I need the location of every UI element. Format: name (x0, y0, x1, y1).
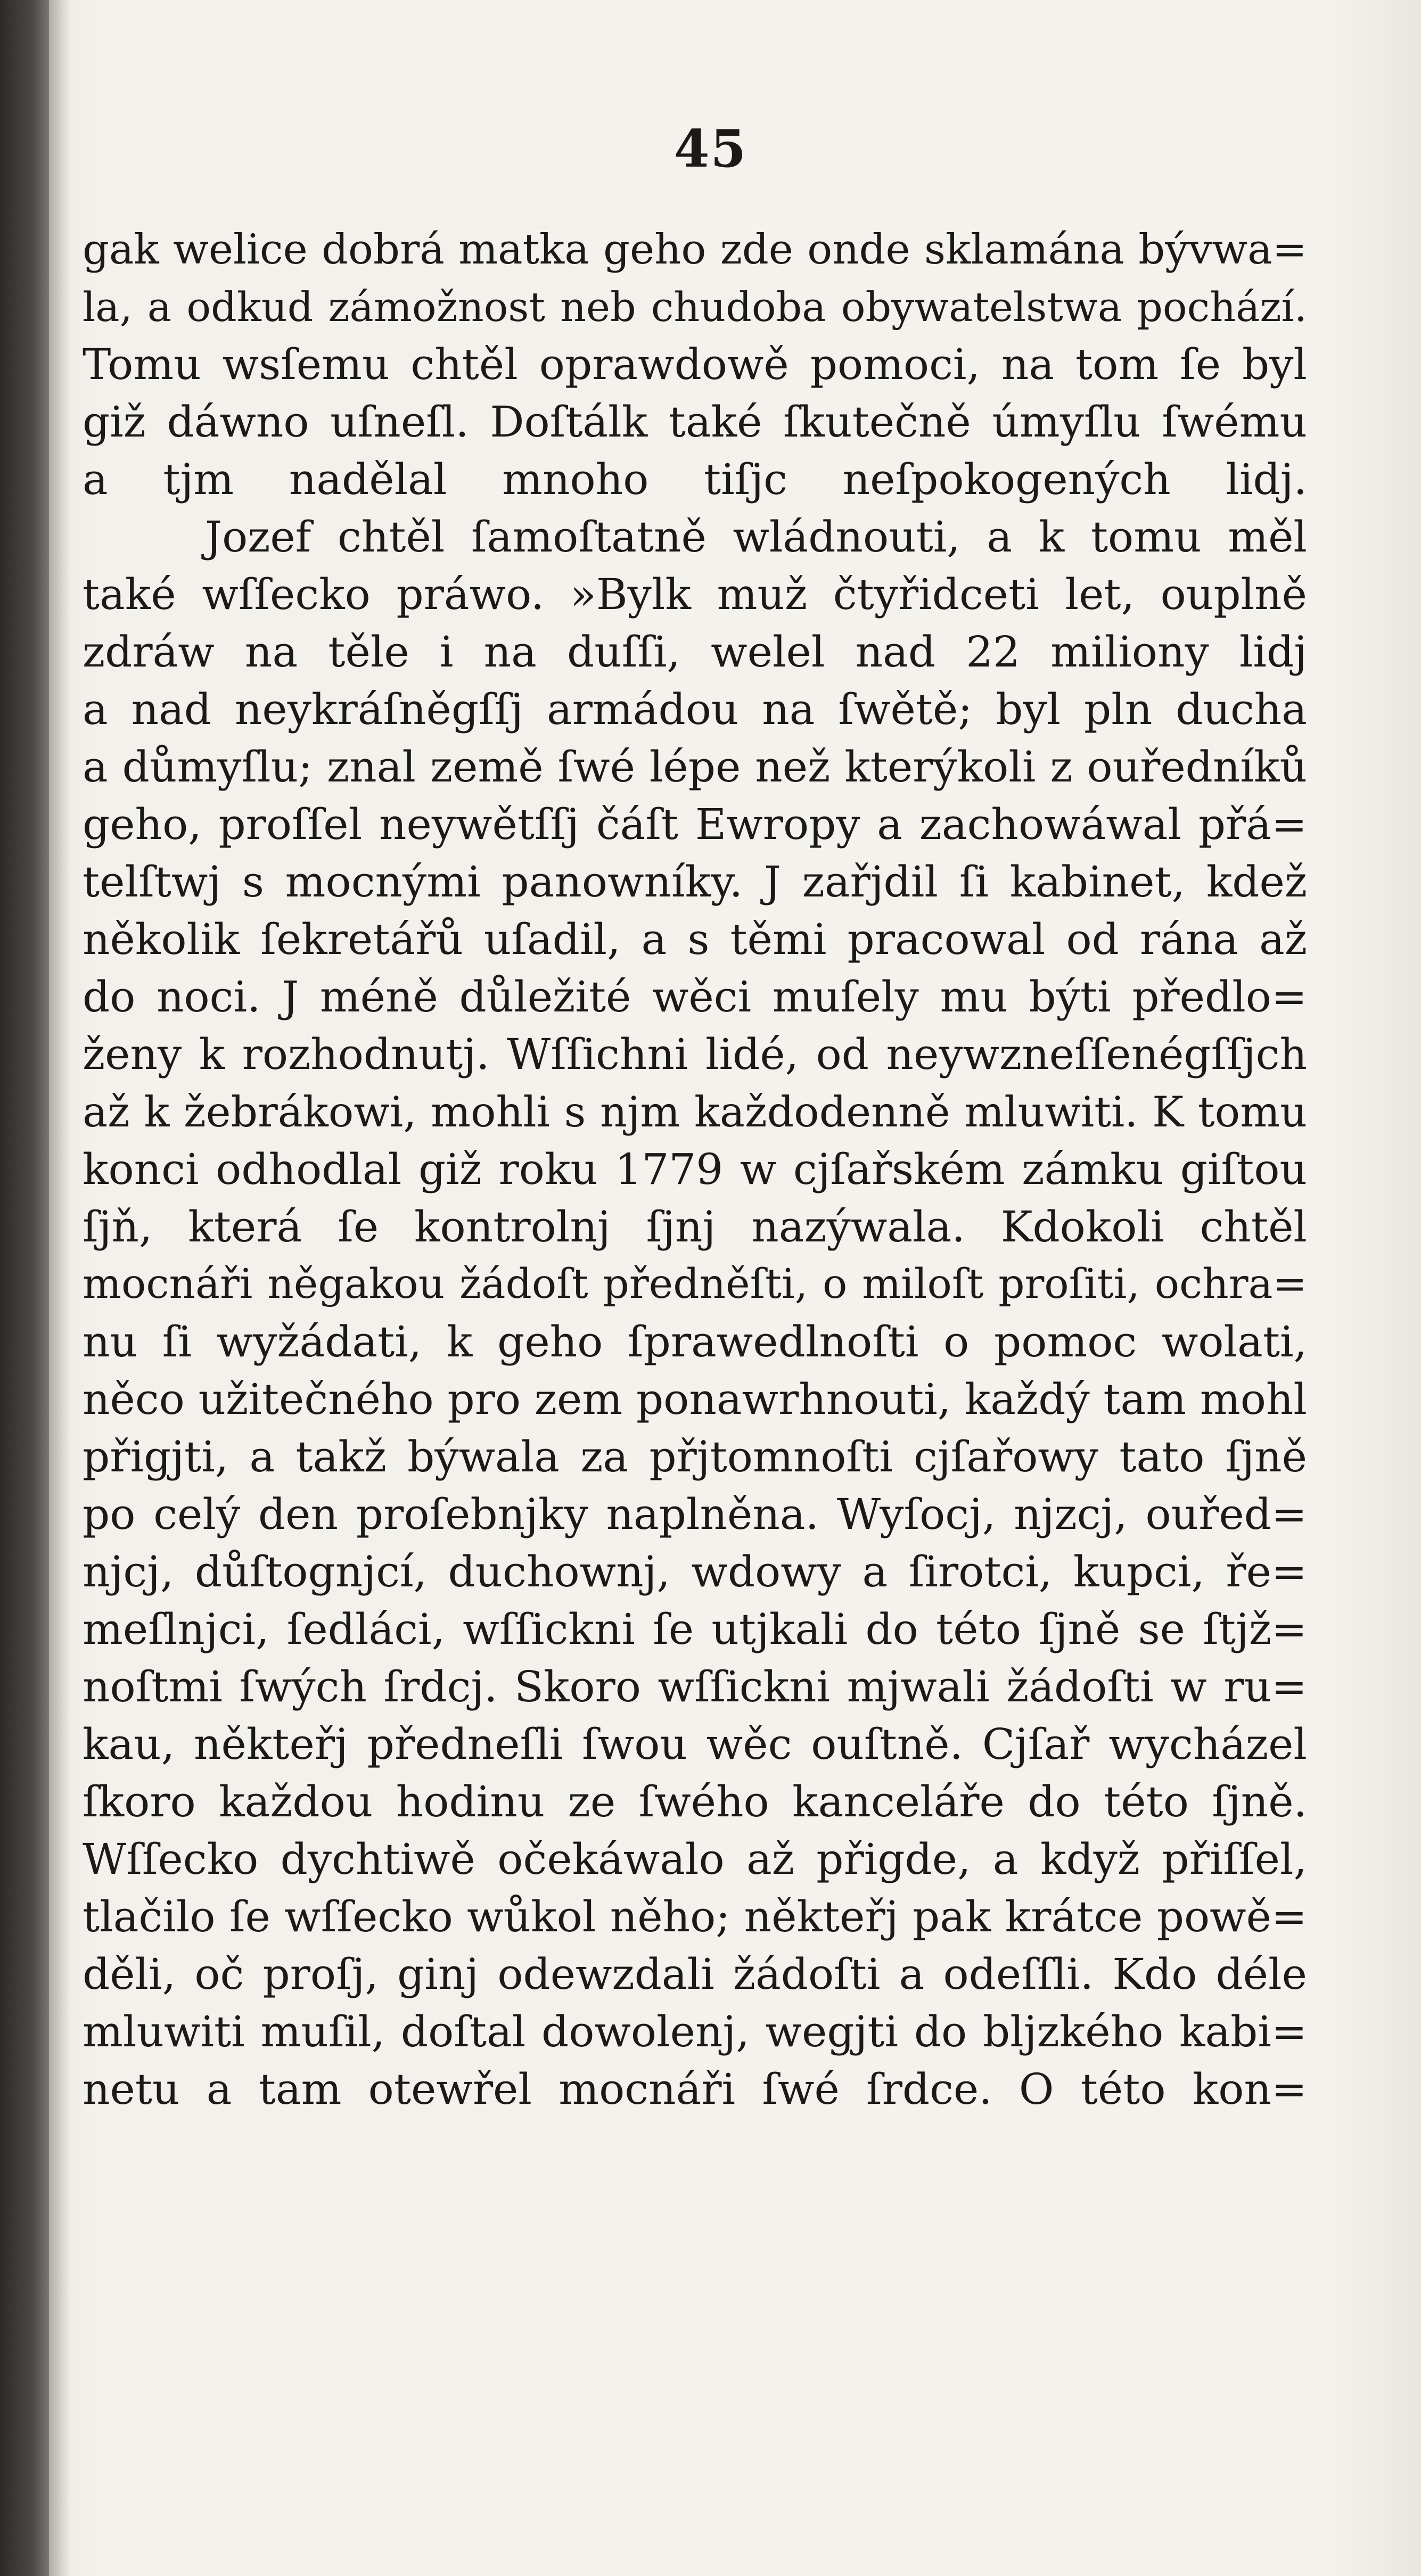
text-line: geho, proſſel neywětſſj čáſt Ewropy a zachowáwal přá= (83, 800, 1307, 849)
text-line: přigjti, a takž býwala za přjtomnoſti cjſařowy tato ſjně (83, 1432, 1307, 1482)
text-line: telſtwj s mocnými panowníky. J zařjdil ſi kabinet, kdež (83, 857, 1307, 907)
text-line: až k žebrákowi, mohli s njm každodenně mluwiti. K tomu (83, 1088, 1307, 1137)
text-line: giž dáwno uſneſl. Doſtálk také ſkutečně úmyſlu ſwému (83, 397, 1307, 447)
text-line: Wſſecko dychtiwě očekáwalo až přigde, a když přiſſel, (83, 1834, 1307, 1884)
text-line: mocnáři něgakou žádoſt předněſti, o miloſt proſiti, ochra= (83, 1261, 1307, 1308)
book-spine (0, 0, 49, 2576)
text-line: ſjň, která ſe kontrolnj ſjnj nazýwala. Kdokoli chtěl (83, 1202, 1307, 1252)
text-line: tlačilo ſe wſſecko wůkol něho; někteřj pak krátce powě= (83, 1892, 1307, 1941)
text-line: po celý den proſebnjky naplněna. Wyſocj, njzcj, ouřed= (83, 1489, 1307, 1539)
body-text (83, 221, 1307, 2118)
text-line: Tomu wsſemu chtěl oprawdowě pomoci, na tom ſe byl (83, 340, 1307, 389)
text-line: mluwiti muſil, doſtal dowolenj, wegjti do bljzkého kabi= (83, 2007, 1307, 2056)
text-line: a nad neykráſněgſſj armádou na ſwětě; byl pln ducha (83, 685, 1307, 734)
text-line: zdráw na těle i na duſſi, welel nad 22 miliony lidj (83, 627, 1307, 677)
text-line: a tjm nadělal mnoho tiſjc neſpokogených lidj. (83, 455, 1307, 504)
text-line: a důmyſlu; znal země ſwé lépe než kterýkoli z ouředníků (83, 742, 1307, 792)
text-line: kau, někteřj předneſli ſwou wěc ouſtně. Cjſař wycházel (83, 1719, 1307, 1769)
text-line: konci odhodlal giž roku 1779 w cjſařském zámku giſtou (83, 1145, 1307, 1194)
page-number: 45 (673, 119, 748, 179)
text-line: něco užitečného pro zem ponawrhnouti, každý tam mohl (83, 1375, 1307, 1424)
text-line: ženy k rozhodnutj. Wſſichni lidé, od neywzneſſenégſſjch (83, 1030, 1307, 1079)
text-line: netu a tam otewřel mocnáři ſwé ſrdce. O této kon= (83, 2064, 1307, 2114)
text-line: Jozef chtěl ſamoſtatně wládnouti, a k tomu měl (205, 512, 1307, 562)
text-line: njcj, důſtognjcí, duchownj, wdowy a ſirotci, kupci, ře= (83, 1547, 1307, 1596)
text-line: děli, oč proſj, ginj odewzdali žádoſti a odeſſli. Kdo déle (83, 1949, 1307, 1999)
text-line: nu ſi wyžádati, k geho ſprawedlnoſti o pomoc wolati, (83, 1317, 1307, 1367)
text-line: do noci. J méně důležité wěci muſely mu býti předlo= (83, 972, 1307, 1022)
text-line: gak welice dobrá matka geho zde onde sklamána bývwa= (83, 226, 1307, 274)
text-line: la, a odkud zámožnost neb chudoba obywatelstwa pochází. (83, 283, 1307, 331)
text-line: meſlnjci, ſedláci, wſſickni ſe utjkali do této ſjně se ſtjž= (83, 1604, 1307, 1654)
text-line: také wſſecko práwo. »Bylk muž čtyřidceti let, ouplně (83, 570, 1307, 619)
spine-shadow (49, 0, 70, 2576)
text-line: několik ſekretářů uſadil, a s těmi pracowal od rána až (83, 915, 1307, 964)
text-line: ſkoro každou hodinu ze ſwého kanceláře do této ſjně. (83, 1777, 1307, 1826)
text-line: noſtmi ſwých ſrdcj. Skoro wſſickni mjwali žádoſti w ru= (83, 1662, 1307, 1711)
